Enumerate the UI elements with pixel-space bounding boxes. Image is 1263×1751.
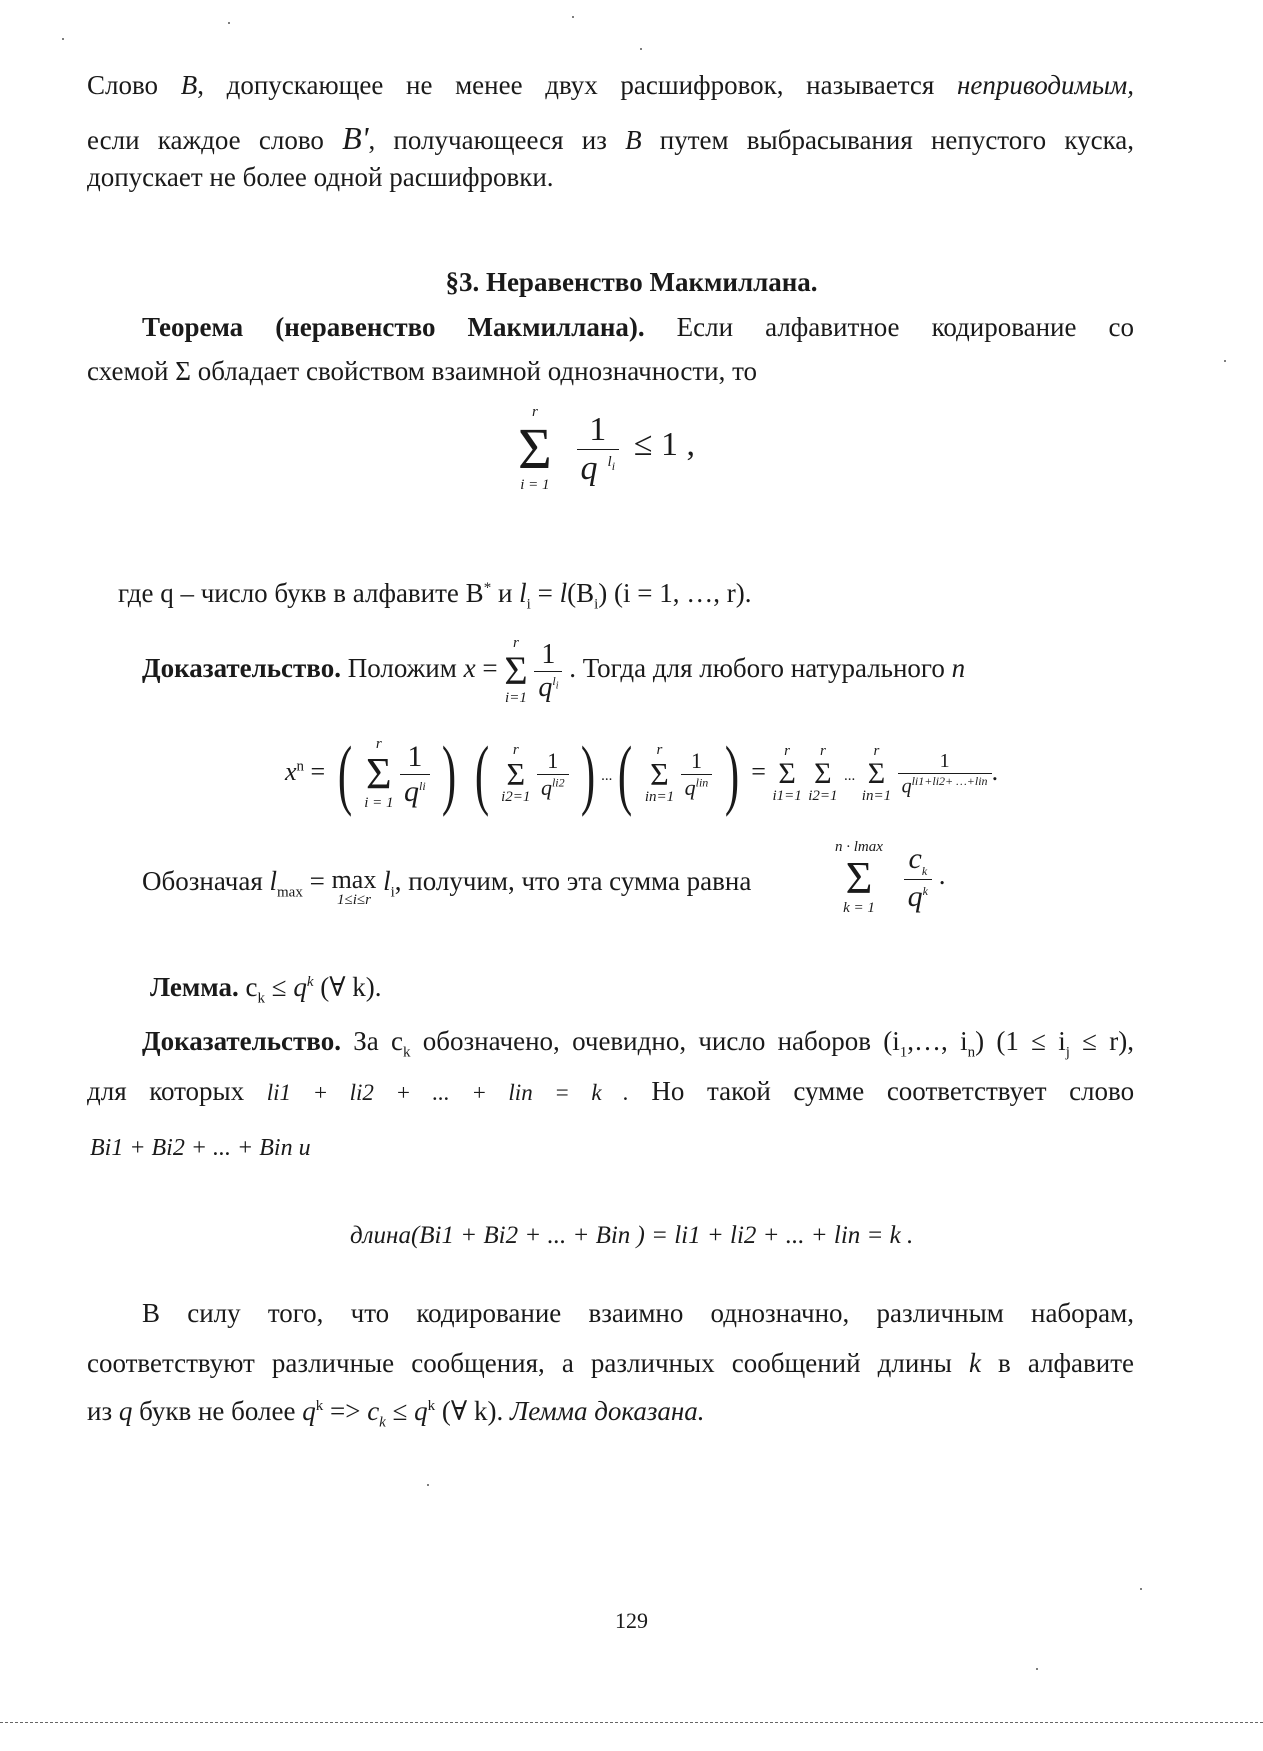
scan-speck [1036,1668,1038,1670]
scan-speck [640,48,642,50]
proof2-line2: для которых li1 + li2 + ... + lin = k . Но такой сумме соответствует слово [87,1076,1135,1106]
scan-speck [1224,360,1226,362]
final-para-line1: В силу того, что кодирование взаимно однозначно, различным наборам, [142,1298,1134,1328]
para1-line1: Слово B, допускающее не менее двух расшифровок, называется неприводимым, [87,70,1134,100]
proof2-line1: Доказательство. За $c_k$ обозначено, очевидно, число наборов ($i_1,\dots$, $i_n$) $(1 \le i_j \le r)$, [142,1026,1134,1061]
para1-line3: допускает не более одной расшифровки. [87,162,554,192]
page-number: 129 [615,1608,648,1633]
scan-speck [427,1484,429,1486]
final-para-line3: из q букв не более $q^k => c_k \le q^k$ (∀ k). Лемма доказана. [87,1396,705,1431]
theorem-line1: Теорема (неравенство Макмиллана). Если алфавитное кодирование со [142,312,1134,342]
formula-sum-ck: n · lmax Σ k = 1 $\frac{c_k}{q^k}$ . [835,839,946,916]
formula-power-expansion: $x^n$ = ( r Σ i = 1 $\frac{1}{q^{li}}$ ) ( r Σ i2=1 $\frac{1}{q^{li2}}$ ) ...( r Σ in=1 $\frac{1}{q^{lin}}$ ) = r Σ i1=1 r Σ i2=1 ... r Σ in=1 $\frac{1}{q^{li1+li2+ \dots+lin}}$ . [285,730,999,817]
theorem-line2: схемой Σ обладает свойством взаимной однозначности, то [87,356,758,386]
scan-edge-line [0,1722,1263,1723]
proof2-line3: Bi1 + Bi2 + ... + Bin и [90,1135,311,1161]
formula-kraft: r Σ i = 1 $\frac{1}{q ^{l_i}}$ ≤ 1 , [518,404,695,493]
scan-speck [572,16,574,18]
proof1-line: Доказательство. Положим x = r Σ i=1 $\frac{1}{q^{l_i}}$ . Тогда для любого натурального n [142,635,966,706]
scan-speck [1140,1588,1142,1590]
final-para-line2: соответствуют различные сообщения, а различных сообщений длины k в алфавите [87,1348,1134,1378]
formula-length: длина(Bi1 + Bi2 + ... + Bin ) = li1 + li2 + ... + lin = k . [350,1222,914,1249]
scan-speck [62,38,64,40]
lmax-line: Обозначая $l_{max} = \max$ 1≤i≤r $l_i$, получим, что эта сумма равна [142,865,752,908]
definition-line: где q – число букв в алфавите B* и $l_i = l(B_i) (i = 1$, …, r). [118,578,752,613]
scan-speck [228,22,230,24]
section-title: §3. Неравенство Макмиллана. [445,267,818,297]
lemma-line: Лемма. $c_k \le q^k$ (∀ k). [150,972,382,1007]
para1-line2: если каждое слово B', получающееся из B путем выбрасывания непустого куска, [87,120,1135,156]
